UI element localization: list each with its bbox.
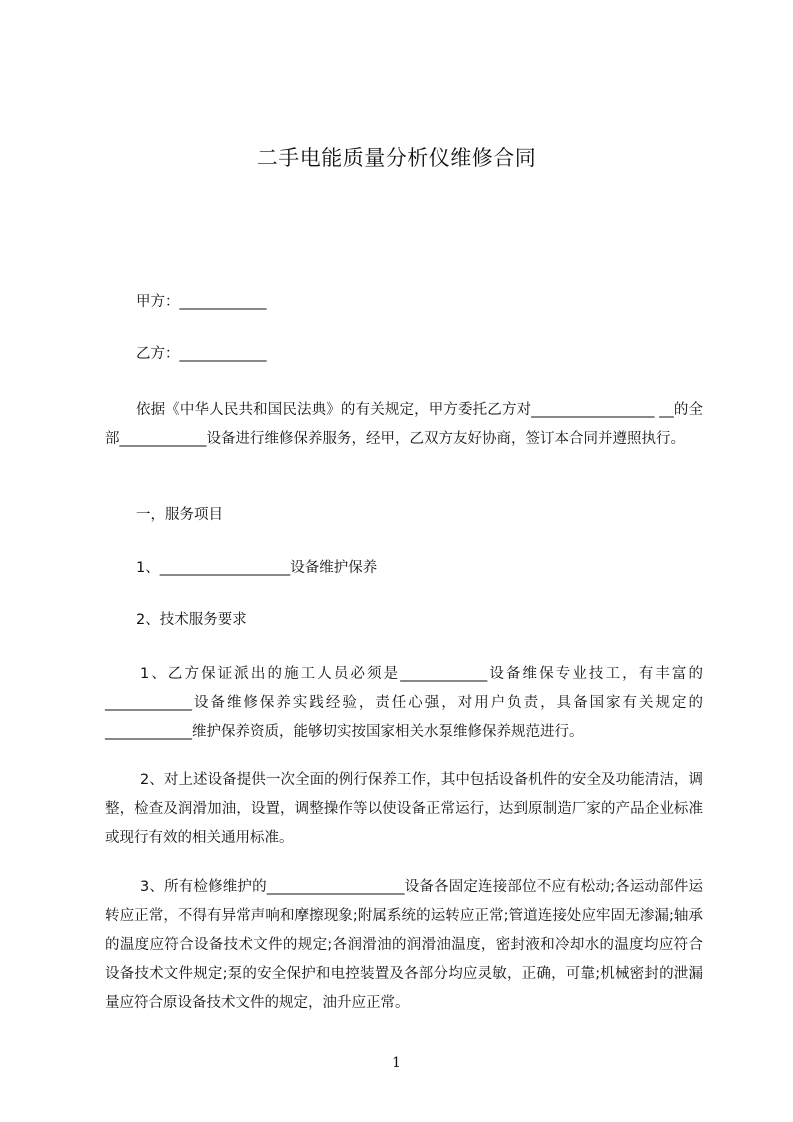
clause-2-paragraph: 2、对上述设备提供一次全面的例行保养工作，其中包括设备机件的安全及功能清洁，调整，检查及润滑加油，设置，调整操作等以使设备正常运行，达到原制造厂家的产品企业标准或现行有效的相关通用标准。 — [105, 772, 703, 846]
service-item-2: 2、技术服务要求 — [136, 612, 247, 628]
intro-paragraph: 依据《中华人民共和国民法典》的有关规定，甲方委托乙方对_________________ __的全部____________设备进行维修保养服务，经甲，乙双方友好协商，签订本合同并遵照执行。 — [105, 402, 703, 447]
page-number: 1 — [392, 1055, 401, 1071]
party-b-line: 乙方：____________ — [136, 346, 267, 362]
service-item-1: 1、__________________设备维护保养 — [136, 560, 378, 576]
document-title: 二手电能质量分析仪维修合同 — [256, 146, 537, 170]
section-heading-services: 一，服务项目 — [136, 507, 223, 523]
party-a-line: 甲方：____________ — [136, 294, 267, 310]
clause-3-paragraph: 3、所有检修维护的___________________设备各固定连接部位不应有松动;各运动部件运转应正常，不得有异常声响和摩擦现象;附属系统的运转应正常;管道连接处应牢固无渗漏;轴承的温度应符合设备技术文件的规定;各润滑油的润滑油温度，密封液和冷却水的温度均应符合设备技术文件规定;泵的安全保护和电控装置及各部分均应灵敏，正确，可靠;机械密封的泄漏量应符合原设备技术文件的规定，油升应正常。 — [105, 879, 703, 1011]
clause-1-paragraph: 1、乙方保证派出的施工人员必须是____________设备维保专业技工，有丰富的____________设备维修保养实践经验，责任心强，对用户负责，具备国家有关规定的____________维护保养资质，能够切实按国家相关水泵维修保养规范进行。 — [105, 666, 703, 740]
